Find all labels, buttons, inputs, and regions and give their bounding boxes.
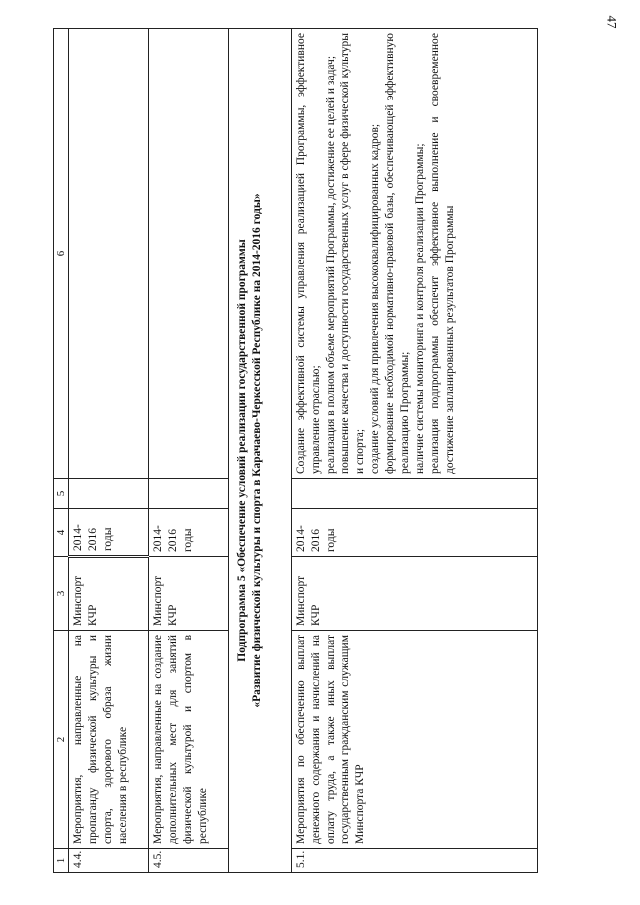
- row-col5: [69, 479, 149, 509]
- row-event: Мероприятия по обеспечению выплат денежного содержания и начислений на оплату труда, а также иных выплат государственным гражданским служащим Минспорта КЧР: [291, 631, 537, 849]
- result-line: реализация в полном объеме мероприятий Программы, достижение ее целей и задач;: [324, 55, 337, 474]
- result-line: формирование необходимой нормативно-правовой базы, обеспечивающей эффективную реализацию Программы;: [384, 33, 412, 474]
- header-col-1: 1: [54, 849, 69, 873]
- result-line: реализация подпрограммы обеспечит эффективное выполнение и своевременное достижение запланированных результатов Программы: [429, 33, 457, 474]
- row-executor: Минспорт КЧР: [69, 557, 149, 631]
- header-col-3: 3: [54, 557, 69, 631]
- header-col-2: 2: [54, 631, 69, 849]
- row-event: Мероприятия, направленные на создание дополнительных мест для занятий физической культурой и спортом в республике: [149, 631, 229, 849]
- header-row: [54, 29, 69, 873]
- section-title-line-2: «Развитие физической культуры и спорта в Карачаево-Черкесской Республике на 2014-2016 годы»: [251, 193, 264, 708]
- row-result: [291, 29, 537, 479]
- table-row: [149, 29, 229, 873]
- header-col-5: 5: [54, 479, 69, 509]
- row-number: 4.4.: [69, 849, 149, 873]
- row-col5: [149, 479, 229, 509]
- table-row: [291, 29, 537, 873]
- row-executor: Минспорт КЧР: [291, 557, 537, 631]
- page-number: 47: [604, 15, 620, 29]
- row-period: 2014-2016 годы: [69, 509, 149, 557]
- row-number: 5.1.: [291, 849, 537, 873]
- row-number: 4.5.: [149, 849, 229, 873]
- section-header-row: [229, 29, 291, 873]
- header-col-6: 6: [54, 29, 69, 479]
- result-line: наличие системы мониторинга и контроля реализации Программы;: [414, 143, 427, 474]
- row-period: 2014-2016 годы: [149, 509, 229, 557]
- row-result: [69, 29, 149, 479]
- program-table: [53, 28, 538, 873]
- table-row: [69, 29, 149, 873]
- result-line: создание условий для привлечения высококвалифицированных кадров;: [369, 123, 382, 474]
- rotated-table-container: [53, 28, 538, 873]
- row-col5: [291, 479, 537, 509]
- row-result: [149, 29, 229, 479]
- result-line: повышение качества и доступности государственных услуг в сфере физической культуры и спорта;: [339, 33, 367, 474]
- header-col-4: 4: [54, 509, 69, 557]
- result-line: Создание эффективной системы управления реализацией Программы, эффективное управление отраслью;: [294, 33, 322, 474]
- section-title: [229, 29, 291, 873]
- row-event: Мероприятия, направленные на пропаганду физической культуры и спорта, здорового образа жизни населения в республике: [69, 631, 149, 849]
- section-title-line-1: Подпрограмма 5 «Обеспечение условий реализации государственной программы: [236, 239, 249, 662]
- row-period: 2014-2016 годы: [291, 509, 537, 557]
- row-executor: Минспорт КЧР: [149, 557, 229, 631]
